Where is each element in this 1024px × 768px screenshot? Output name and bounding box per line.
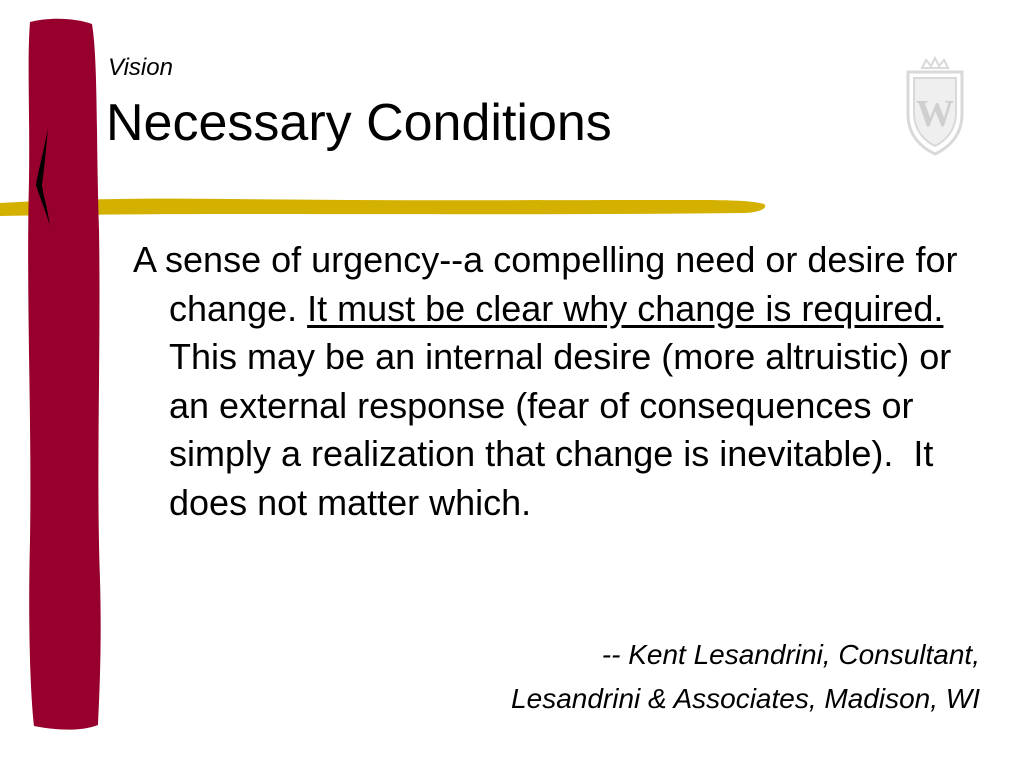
attribution-organization: Lesandrini & Associates, Madison, WI <box>511 683 980 714</box>
body-text-rest: This may be an internal desire (more altruistic) or an external response (fear of consequences or simply a realization that change is inevitable). It does not matter which. <box>169 287 963 523</box>
crest-letter: W <box>916 93 954 135</box>
slide-title: Necessary Conditions <box>106 94 612 152</box>
body-paragraph <box>133 236 983 527</box>
maroon-bar-decoration <box>28 19 101 730</box>
body-text-emphasis: It must be clear why change is required. <box>307 287 944 329</box>
attribution-name: -- Kent Lesandrini, Consultant, <box>601 639 980 670</box>
body-text-intro: A sense of urgency--a compelling need or desire for change. <box>133 239 958 329</box>
slide-subtitle: Vision <box>108 54 173 81</box>
university-crest-icon <box>900 56 970 158</box>
gold-bar-decoration <box>0 199 765 216</box>
